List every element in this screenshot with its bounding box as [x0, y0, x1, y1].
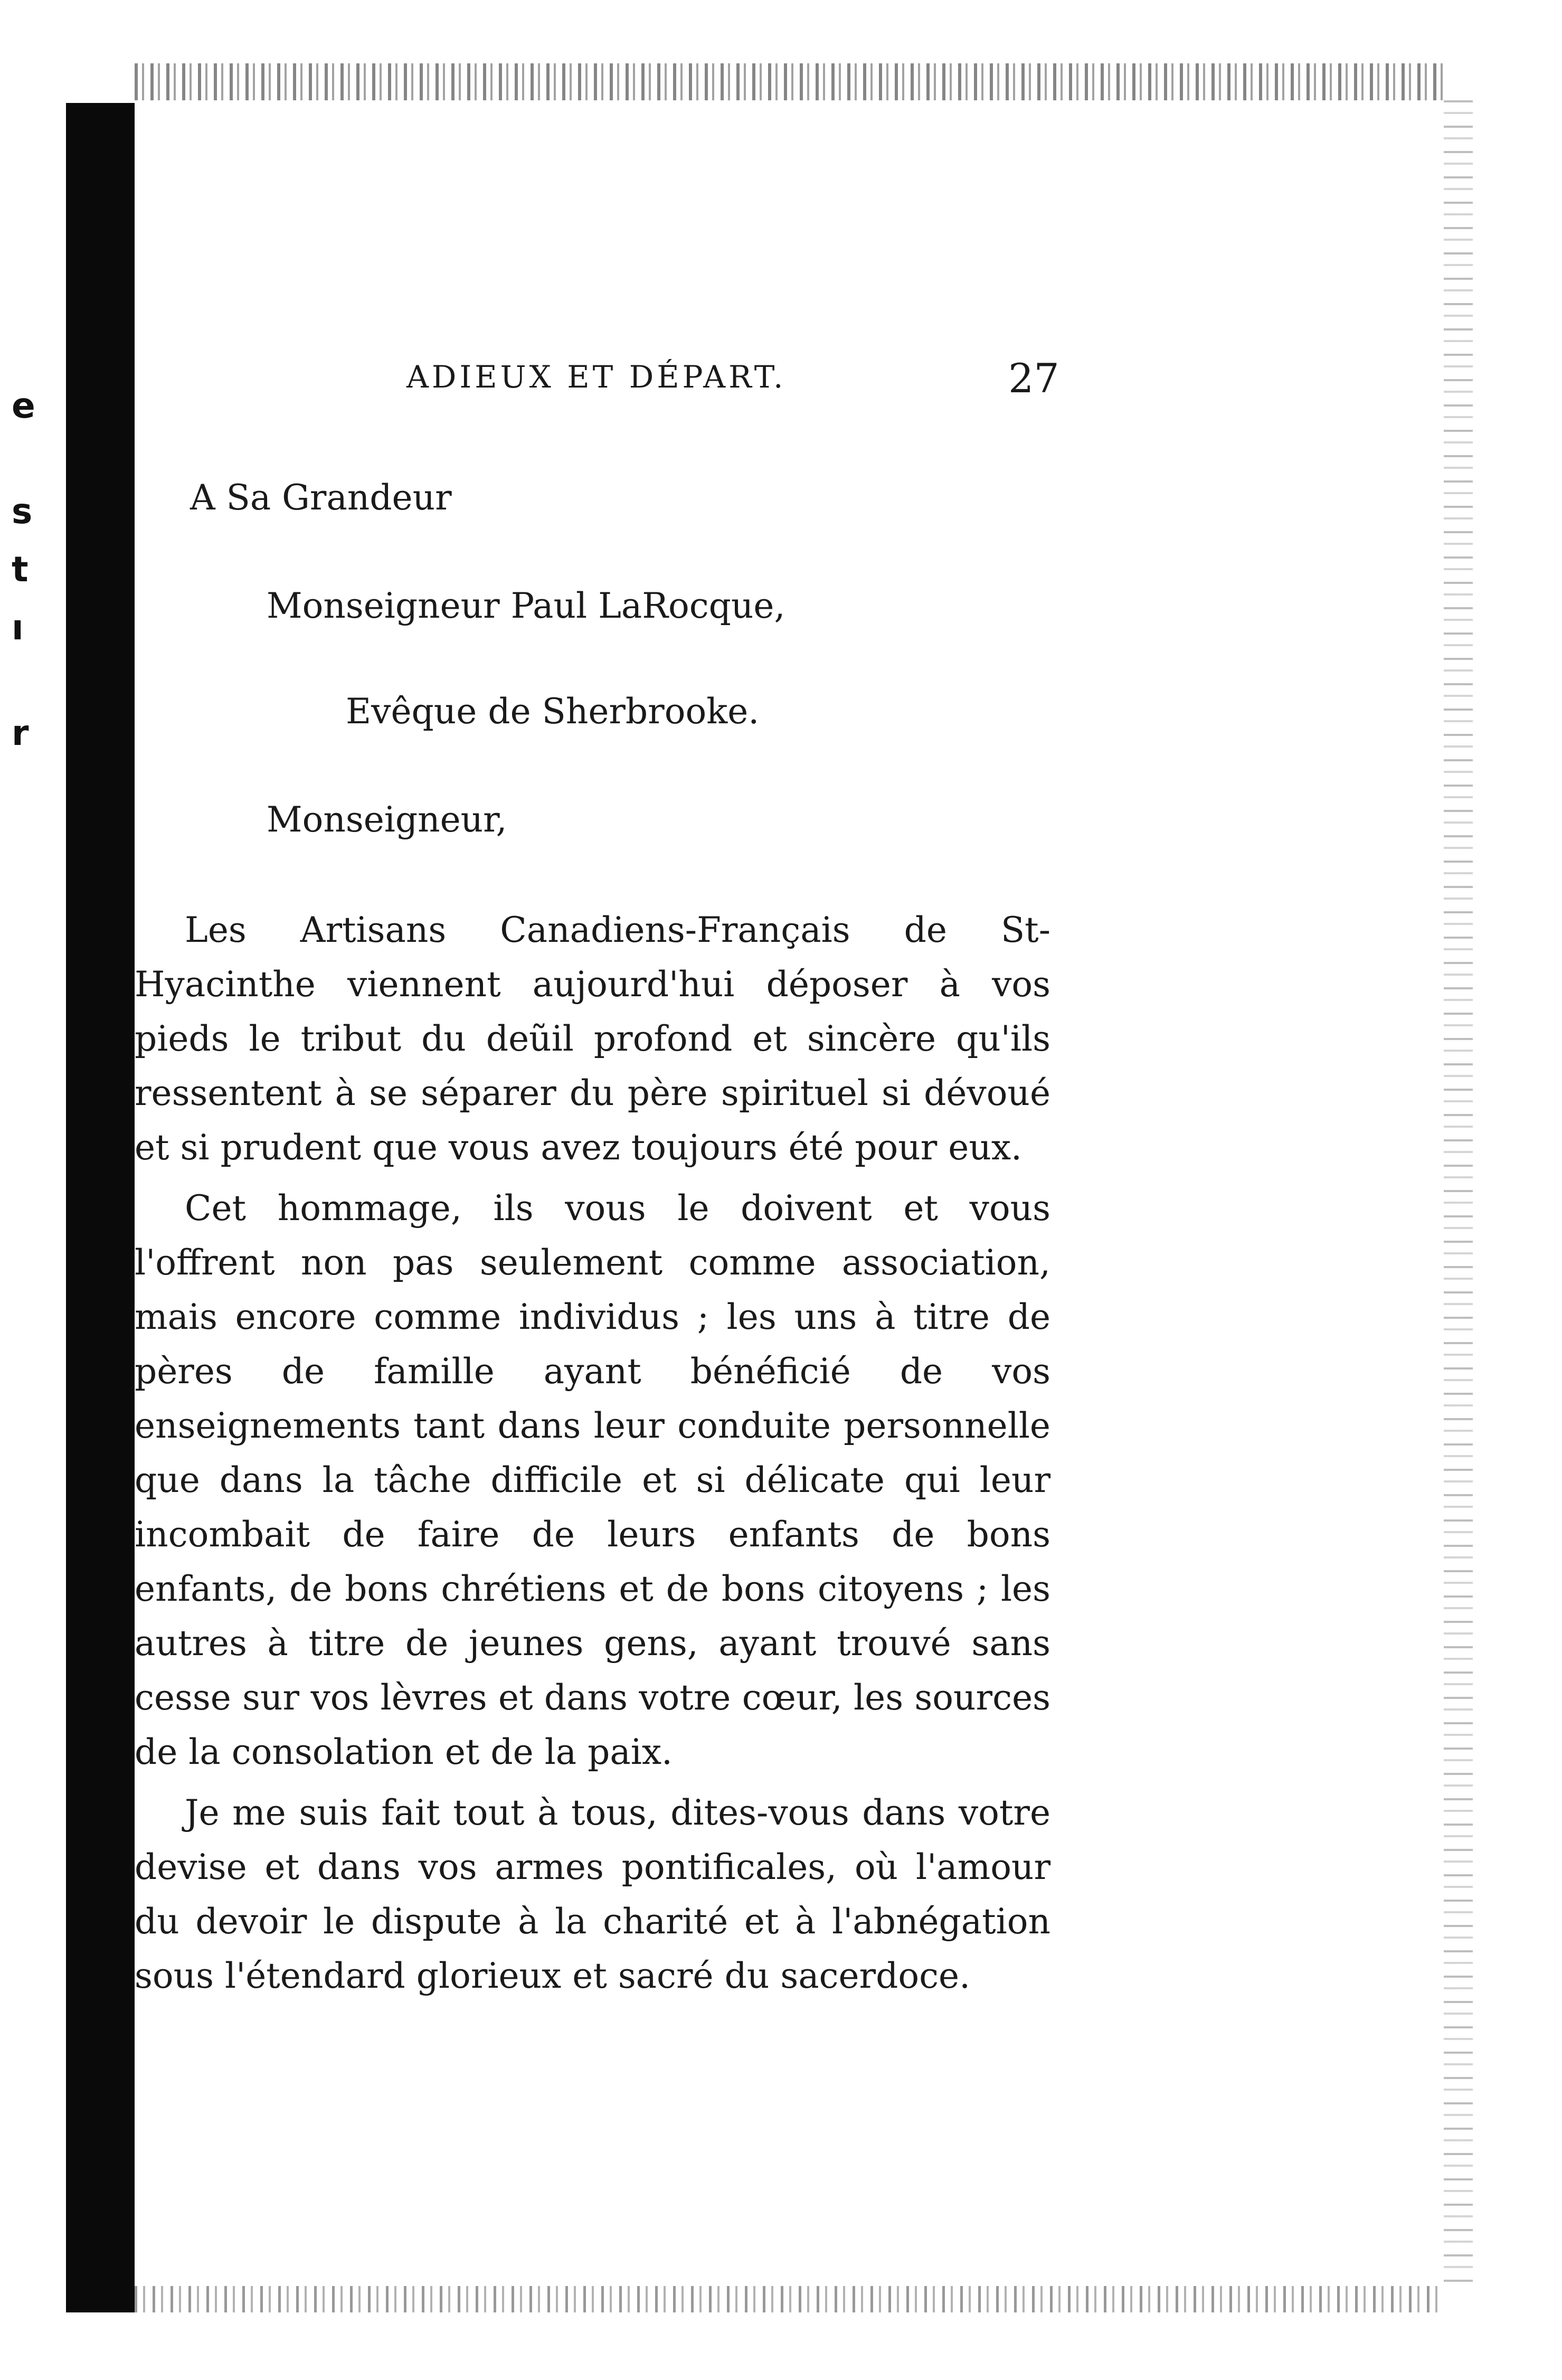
- salutation-line-3: Evêque de Sherbrooke.: [346, 691, 760, 732]
- margin-letter: ı: [12, 607, 24, 648]
- letter-body: [135, 903, 1050, 2003]
- page-right-edge: [1444, 100, 1473, 2291]
- page-bottom-edge: [135, 2286, 1444, 2312]
- paragraph: Les Artisans Canadiens-Français de St-Hyacinthe viennent aujourd'hui déposer à vos pieds le tribut du deũil profond et sincère qu'ils ressentent à se séparer du père spirituel si dévoué et si prudent que vous avez toujours été pour eux.: [135, 910, 1050, 1168]
- page-number: 27: [1008, 355, 1059, 402]
- paragraph: Je me suis fait tout à tous, dites-vous dans votre devise et dans vos armes pontificales, où l'amour du devoir le dispute à la charité et à l'abnégation sous l'étendard glorieux et sacré du sacerdoce.: [135, 1792, 1050, 1996]
- paragraph: Cet hommage, ils vous le doivent et vous l'offrent non pas seulement comme association, mais encore comme individus ; les uns à titre de pères de famille ayant bénéficié de vos enseignements tant dans leur conduite personnelle que dans la tâche difficile et si délicate qui leur incombait de faire de leurs enfants de bons enfants, de bons chrétiens et de bons citoyens ; les autres à titre de jeunes gens, ayant trouvé sans cesse sur vos lèvres et dans votre cœur, les sources de la consolation et de la paix.: [135, 1188, 1050, 1772]
- running-title: ADIEUX ET DÉPART.: [406, 359, 787, 395]
- greeting: Monseigneur,: [267, 799, 507, 840]
- margin-letter: s: [12, 491, 33, 532]
- margin-letter: e: [12, 385, 35, 426]
- page-top-edge: [135, 63, 1444, 100]
- margin-letter: t: [12, 549, 29, 590]
- salutation-line-1: A Sa Grandeur: [190, 477, 452, 518]
- binding-spine: [66, 103, 135, 2312]
- salutation-line-2: Monseigneur Paul LaRocque,: [267, 585, 785, 626]
- margin-letter: r: [12, 713, 29, 753]
